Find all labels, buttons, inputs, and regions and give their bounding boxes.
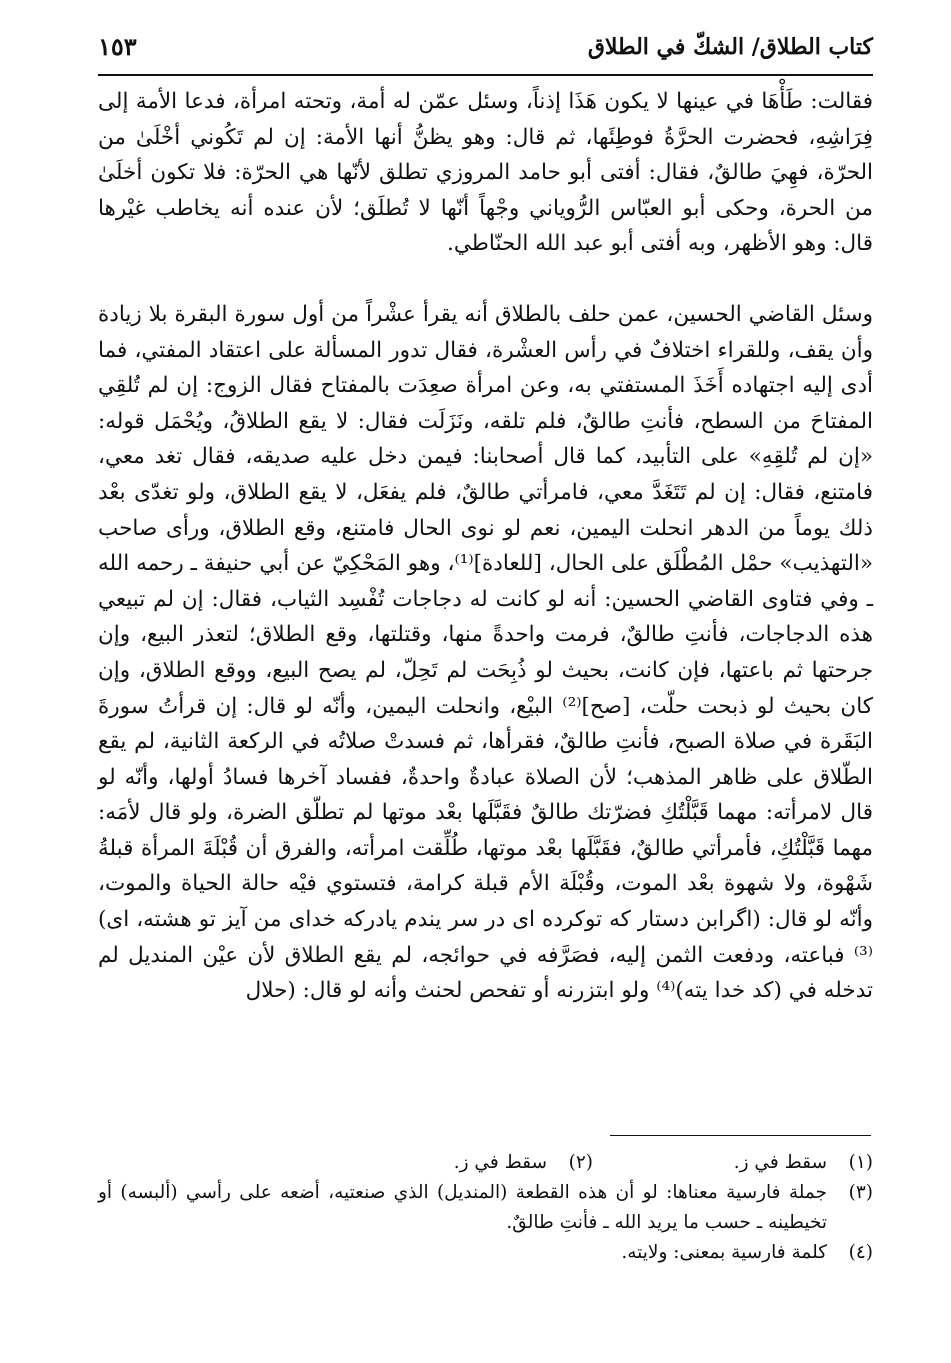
footnote-text: سقط في ز.	[733, 1152, 827, 1173]
footnote-text: كلمة فارسية بمعنى: ولايته.	[621, 1242, 827, 1263]
paragraph-2: وسئل القاضي الحسين، عمن حلف بالطلاق أنه يقرأ عشْراً من أول سورة البقرة بلا زيادة وأن يقف، وللقراء اختلافٌ في رأس العشْرة، فقال تدور المسألة على اعتقاد المفتي، فما أدى إليه اجتهاده أَخَذَ المستفتي به، وعن امرأة صعِدَت بالمفتاح فقال الزوج: إن لم تُلقِي المفتاحَ من السطح، فأنتِ طالقٌ، فلم تلقه، ونَزَلَت فقال: لا يقع الطلاقُ، ويُحْمَل قوله: «إن لم تُلقِهِ» على التأبيد، كما قال أصحابنا: فيمن دخل عليه صديقه، فقال تغد معي، فامتنع، فقال: إن لم تَتَغَدَّ معي، فامرأتي طالقٌ، فلم يفعَل، لا يقع الطلاق، ولو تغدّى بعْد ذلك يوماً من الدهر انحلت اليمين، نعم لو نوى الحال فامتنع، وقع الطلاق، ورأى صاحب «التهذيب» حمْل المُطْلَق على الحال، [للعادة]⁽¹⁾، وهو المَحْكِيّ عن أبي حنيفة ـ رحمه الله ـ وفي فتاوى القاضي الحسين: أنه لو كانت له دجاجات تُفْسِد الثياب، فقال: إن لم تبيعي هذه الدجاجات، فأنتِ طالقٌ، فرمت واحدةً منها، وقتلتها، وقع الطلاق؛ لتعذر البيع، وإن جرحتها ثم باعتها، فإن كانت، بحيث لو ذُبِحَت لم تَحِلّ، لم يصح البيع، ووقع الطلاق، وإن كان بحيث لو ذبحت حلّت، [صح]⁽²⁾ البيْع، وانحلت اليمين، وأنّه لو قال: إن قرأتُ سورةَ البَقَرة في صلاة الصبح، فأنتِ طالقٌ، فقرأها، ثم فسدتْ صلاتُه في الركعة الثانية، لم يقع الطّلاق على ظاهر المذهب؛ لأن الصلاة عبادةٌ واحدةٌ، ففساد آخرها فسادُ أولها، وأنّه لو قال لامرأته: مهما قَبَّلْتُكِ فضرّتك طالقٌ فقَبَّلَها بعْد موتها لم تطلّق الضرة، ولو قال لأمَه: مهما قَبَّلْتُكِ، فأمرأتي طالقٌ، فقَبَّلَها بعْد موتها، طُلِّقت امرأته، والفرق أن قُبْلَةَ المرأة قبلةُ شَهْوة، ولا شهوة بعْد الموت، وقُبْلَة الأم قبلة كرامة، فتستوي فيْه حالة الحياة والموت، وأنّه لو قال: (اگرابن دستار كه توكرده اى در سر يندم يادركه خداى من آيز تو هشته، اى)⁽³⁾ فباعته، ودفعت الثمن إليه، فصَرَّفه في حوائجه، لم يقع الطلاق لأن عيْن المنديل لم تدخله في (كد خدا يته)⁽⁴⁾ ولو ابتزرنه أو تفحص لحنث وأنه لو قال: (حلال	[98, 301, 873, 1004]
page-number: ١٥٣	[98, 32, 137, 61]
footnote-number: (٢)	[568, 1152, 593, 1173]
footnote-row	[98, 1148, 873, 1178]
paragraph-1: فقالت: طَأْهَا في عينها لا يكون هَذَا إذناً، وسئل عمّن له أمة، وتحته امرأة، فدعا الأمة إلى فِرَاشِهِ، فحضرت الحرَّةُ فوطِئَها، ثم قال: وهو يظنُّ أنها الأمة: إن لم تَكُوني أخْلَىٰ من الحرّة، فهِيَ طالقٌ، فقال: أفتى أبو حامد المروزي تطلق لأنّها هي الحرّة: فلا تكون أخلَىٰ من الحرة، وحكى أبو العبّاس الرُّوياني وجْهاً أنّها لا تُطلَق؛ لأن عنده أنه يخاطب غيْرها قال: وهو الأظهر، وبه أفتى أبو عبد الله الحنّاطي.	[98, 89, 873, 257]
footnote-number: (٤)	[848, 1242, 873, 1263]
footnote-number: (٣)	[848, 1182, 873, 1203]
footnote-1	[593, 1148, 873, 1178]
page-header	[98, 28, 873, 68]
footnote-text: سقط في ز.	[453, 1152, 547, 1173]
footnotes	[98, 1148, 873, 1268]
footnote-rule	[610, 1135, 871, 1136]
running-title: كتاب الطلاق/ الشكّ في الطلاق	[587, 34, 873, 60]
footnote-text: جملة فارسية معناها: لو أن هذه القطعة (المنديل) الذي صنعتيه، أضعه على رأسي (ألبسه) أو تخيطينه ـ حسب ما يريد الله ـ فأنتِ طالقٌ.	[98, 1182, 827, 1233]
footnote-4	[98, 1238, 873, 1268]
footnote-number: (١)	[848, 1152, 873, 1173]
footnote-3	[98, 1178, 873, 1238]
main-text	[98, 84, 873, 1009]
footnote-2	[313, 1148, 593, 1178]
header-rule	[98, 74, 873, 76]
